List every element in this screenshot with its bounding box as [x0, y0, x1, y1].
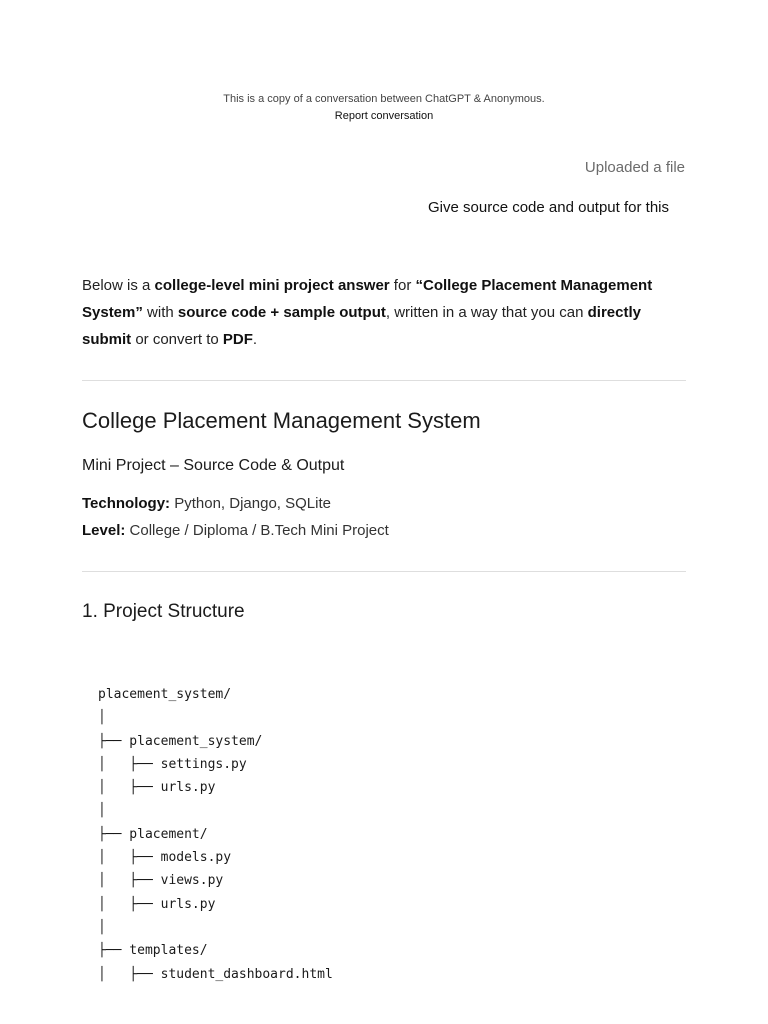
code-line: │ ├── urls.py	[98, 780, 216, 796]
intro-text: for	[389, 277, 416, 294]
intro-text: with	[142, 304, 178, 321]
report-conversation-link[interactable]: Report conversation	[334, 110, 434, 122]
uploaded-file-label: Uploaded a file	[584, 159, 685, 176]
intro-text: Below is a	[82, 277, 155, 294]
share-note: This is a copy of a conversation between ChatGPT & Anonymous.	[223, 93, 545, 105]
code-line: │ ├── views.py	[98, 873, 224, 889]
code-line: │ ├── urls.py	[98, 896, 216, 912]
level-value: College / Diploma / B.Tech Mini Project	[125, 522, 389, 539]
share-banner	[0, 92, 768, 124]
answer-title: College Placement Management System	[82, 408, 481, 433]
intro-text: or convert to	[131, 331, 223, 348]
code-line: │ ├── student_dashboard.html	[98, 966, 333, 982]
code-line: ├── placement/	[98, 826, 208, 842]
intro-text: .	[252, 331, 258, 348]
assistant-intro	[82, 272, 686, 353]
technology-value: Python, Django, SQLite	[170, 495, 331, 512]
code-line: │	[98, 710, 106, 726]
divider	[82, 380, 686, 381]
intro-bold-text: directly submit	[82, 304, 641, 348]
intro-bold-text: source code + sample output	[177, 304, 386, 321]
intro-bold-text: “College Placement Management System”	[82, 277, 653, 321]
project-meta	[82, 490, 686, 544]
code-line: │ ├── models.py	[98, 850, 232, 866]
code-line: │	[98, 919, 106, 935]
code-line: │	[98, 803, 106, 819]
code-line: │ ├── settings.py	[98, 756, 247, 772]
project-structure-code-block	[98, 683, 333, 986]
level-label: Level:	[82, 522, 126, 539]
section-heading: 1. Project Structure	[82, 601, 245, 622]
technology-label: Technology:	[82, 495, 171, 512]
divider	[82, 571, 686, 572]
code-line: ├── placement_system/	[98, 733, 263, 749]
answer-subtitle: Mini Project – Source Code & Output	[82, 457, 345, 474]
intro-bold-text: PDF	[222, 331, 253, 348]
intro-bold-text: college-level mini project answer	[154, 277, 390, 294]
code-line: ├── templates/	[98, 943, 208, 959]
intro-text: , written in a way that you can	[385, 304, 588, 321]
code-line: placement_system/	[98, 687, 232, 702]
user-message: Give source code and output for this	[428, 199, 669, 216]
